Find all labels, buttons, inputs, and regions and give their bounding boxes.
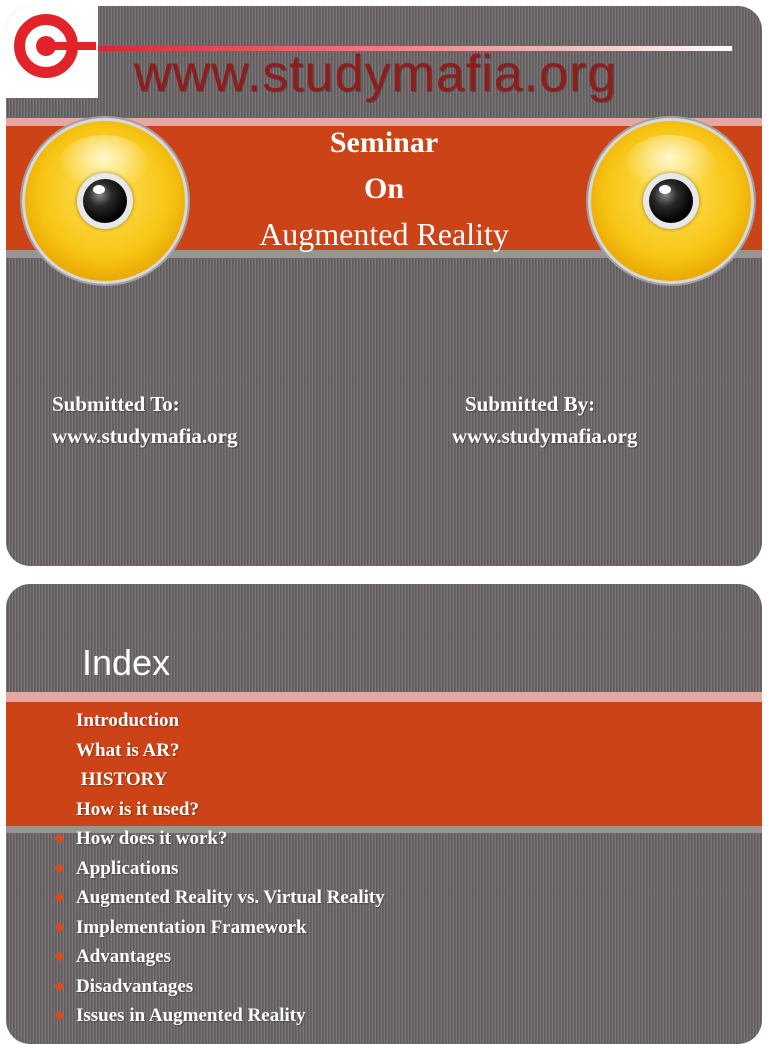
list-item: Introduction: [76, 710, 180, 731]
submitted-to: [52, 388, 238, 452]
list-item: Disadvantages: [54, 972, 385, 1002]
studymafia-logo-icon: [6, 6, 98, 98]
title-slide: [6, 6, 762, 566]
bullet-icon: [55, 834, 65, 844]
submitted-by-label: Submitted By:: [465, 392, 596, 416]
camera-lens-icon: [22, 118, 188, 284]
submitted-to-value: www.studymafia.org: [52, 424, 238, 448]
index-slide: [6, 584, 762, 1044]
bullet-icon: [55, 981, 65, 991]
index-title: Index: [82, 642, 171, 683]
list-item: Implementation Framework: [54, 913, 385, 943]
list-item: How does it work?: [54, 824, 385, 854]
submitted-by-value: www.studymafia.org: [452, 424, 638, 448]
list-item: Issues in Augmented Reality: [54, 1001, 385, 1031]
list-item: Augmented Reality vs. Virtual Reality: [54, 883, 385, 913]
bullet-icon: [55, 922, 65, 932]
bullet-icon: [55, 1011, 65, 1021]
site-url: www.studymafia.org: [134, 45, 618, 103]
list-item: HISTORY: [76, 769, 168, 790]
index-list: [54, 706, 385, 1031]
camera-lens-icon: [588, 118, 754, 284]
title-seminar: Seminar: [329, 126, 439, 159]
submitted-to-label: Submitted To:: [52, 392, 180, 416]
index-band-top: [6, 692, 762, 702]
submitted-by: [452, 388, 638, 452]
list-item: Advantages: [54, 942, 385, 972]
list-item: Applications: [54, 854, 385, 884]
title-topic: Augmented Reality: [259, 216, 509, 252]
title-on: On: [363, 172, 405, 205]
bullet-icon: [55, 893, 65, 903]
list-item: How is it used?: [76, 798, 199, 820]
bullet-icon: [55, 952, 65, 962]
list-item: What is AR?: [76, 739, 180, 761]
bullet-icon: [55, 863, 65, 873]
